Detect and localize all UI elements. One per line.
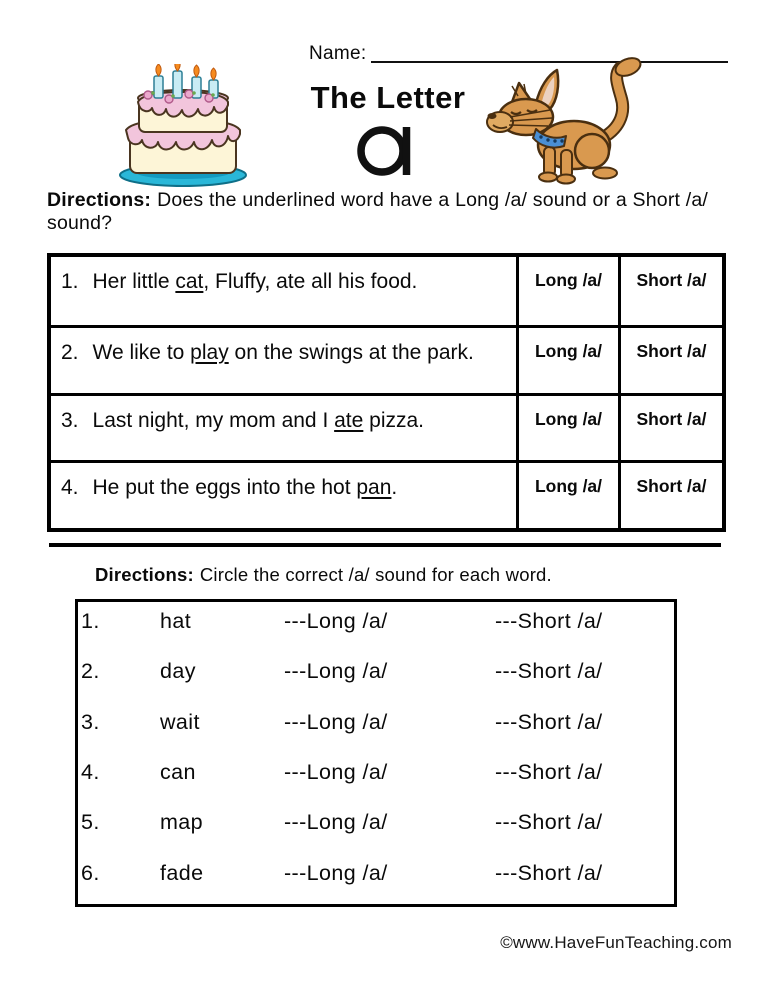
- option-short-3[interactable]: ---Short /a/: [495, 709, 603, 734]
- letter-a: [356, 117, 422, 180]
- option-long-2[interactable]: ---Long /a/: [284, 659, 388, 684]
- option-short-6[interactable]: ---Short /a/: [495, 860, 603, 885]
- option-short-2[interactable]: ---Short /a/: [495, 659, 603, 684]
- option-short-1[interactable]: ---Short /a/: [495, 609, 603, 633]
- sentence-4: 4. He put the eggs into the hot pan.: [61, 476, 398, 500]
- word-row: [78, 602, 674, 652]
- choice-short-4[interactable]: Short /a/: [618, 463, 722, 528]
- choice-short-3[interactable]: Short /a/: [618, 396, 722, 461]
- name-label: Name:: [309, 43, 367, 64]
- item-number: 3.: [61, 408, 79, 432]
- option-long-5[interactable]: ---Long /a/: [284, 810, 388, 835]
- word: day: [160, 659, 196, 684]
- table-row: [51, 257, 722, 325]
- word: hat: [160, 609, 192, 633]
- word-row: [78, 854, 674, 904]
- directions-exercise1: [47, 189, 721, 236]
- directions-label: Directions:: [47, 189, 152, 211]
- sentence-1: 1. Her little cat, Fluffy, ate all his food.: [61, 270, 418, 293]
- item-number: 4.: [61, 476, 79, 500]
- word: fade: [160, 860, 204, 885]
- item-number: 3.: [81, 709, 100, 734]
- word: map: [160, 810, 204, 835]
- directions-text: Circle the correct /a/ sound for each word.: [199, 564, 552, 585]
- exercise2-table: [75, 599, 677, 907]
- option-long-4[interactable]: ---Long /a/: [284, 759, 388, 784]
- item-number: 6.: [81, 860, 100, 885]
- item-number: 2.: [81, 659, 100, 684]
- sentence-2: 2. We like to play on the swings at the park.: [61, 340, 474, 364]
- option-short-5[interactable]: ---Short /a/: [495, 810, 603, 835]
- item-number: 1.: [81, 609, 100, 633]
- item-number: 4.: [81, 759, 100, 784]
- directions-exercise2: [95, 564, 695, 586]
- copyright-credit: ©www.HaveFunTeaching.com: [500, 933, 732, 952]
- exercise1-table: [47, 253, 726, 532]
- choice-long-4[interactable]: Long /a/: [516, 463, 618, 528]
- directions-text: Does the underlined word have a Long /a/ sound or a Short /a/ sound?: [47, 189, 709, 235]
- word-row: [78, 652, 674, 702]
- word-row: [78, 703, 674, 753]
- item-number: 1.: [61, 270, 79, 293]
- item-number: 2.: [61, 340, 79, 364]
- choice-long-2[interactable]: Long /a/: [516, 328, 618, 393]
- underlined-word: pan: [356, 476, 392, 500]
- option-long-3[interactable]: ---Long /a/: [284, 709, 388, 734]
- cat-icon: [486, 55, 648, 188]
- underlined-word: ate: [334, 408, 364, 432]
- sentence-3: 3. Last night, my mom and I ate pizza.: [61, 408, 425, 432]
- word-row: [78, 753, 674, 803]
- choice-long-1[interactable]: Long /a/: [516, 257, 618, 325]
- word: can: [160, 759, 196, 784]
- choice-long-3[interactable]: Long /a/: [516, 396, 618, 461]
- table-row: [51, 325, 722, 393]
- option-long-6[interactable]: ---Long /a/: [284, 860, 388, 885]
- underlined-word: cat: [175, 270, 204, 293]
- page-title: The Letter: [310, 80, 466, 115]
- choice-short-2[interactable]: Short /a/: [618, 328, 722, 393]
- birthday-cake-icon: [112, 64, 257, 189]
- underlined-word: play: [190, 340, 229, 364]
- section-divider: [49, 543, 721, 547]
- table-row: [51, 393, 722, 461]
- table-row: [51, 460, 722, 528]
- choice-short-1[interactable]: Short /a/: [618, 257, 722, 325]
- option-short-4[interactable]: ---Short /a/: [495, 759, 603, 784]
- word-row: [78, 803, 674, 853]
- option-long-1[interactable]: ---Long /a/: [284, 609, 388, 633]
- word: wait: [160, 709, 200, 734]
- item-number: 5.: [81, 810, 100, 835]
- directions-label: Directions:: [95, 564, 194, 585]
